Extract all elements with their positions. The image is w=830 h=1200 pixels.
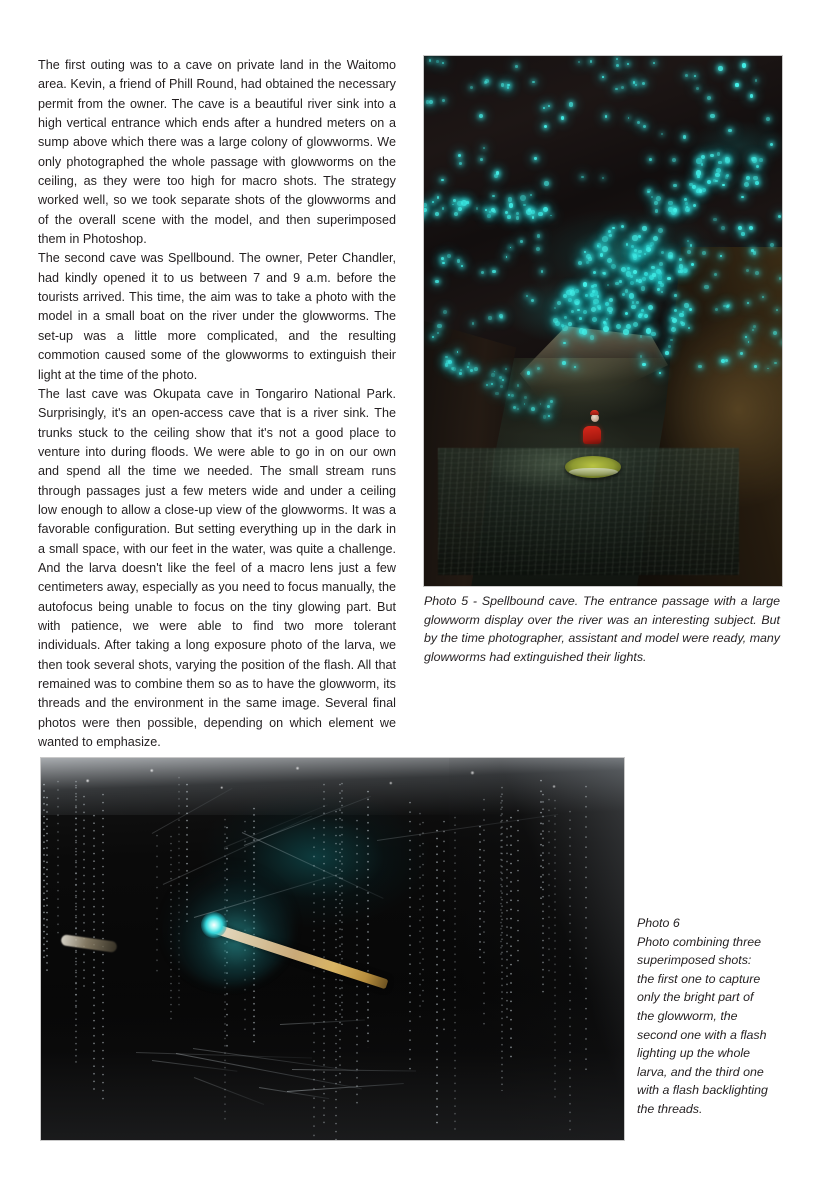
article-paragraph-1: The first outing was to a cave on private land in the Waitomo area. Kevin, a friend of Phill Round, had obtained the necessary permit from the owner. The cave is a beautiful river sink into a high vertical entrance which ends after a hundred meters on a sump above which there was a large colony of glowworms. We only photographed the whole passage with glowworms on the ceiling, as they were too high for macro shots. The strategy worked well, so we took separate shots of the glowworms and of the overall scene with the model, and then superimposed them in Photoshop.	[38, 58, 396, 247]
article-text-column	[38, 56, 396, 752]
article-paragraph-3: The last cave was Okupata cave in Tongariro National Park. Surprisingly, it's an open-access cave that is a river sink. The trunks stuck to the ceiling show that it's not a good place to venture into during floods. We were able to go in on our own and spend all the time we needed. The small stream runs through passages just a few meters wide and under a ceiling low enough to allow a close-up view of the glowworms. It was a favorable configuration. But setting everything up in the dark in a small space, with our feet in the water, was quite a challenge. And the larva doesn't like the feel of a macro lens just a few centimeters away, especially as you need to focus manually, the autofocus being unable to focus on the tiny glowing part. But with patience, we were able to find two more tolerant individuals. After taking a long exposure photo of the larva, we then took several shots, varying the position of the flash. All that remained was to combine them so as to have the glowworm, its threads and the environment in the same image. Several final photos were then possible, depending on which element we wanted to emphasize.	[38, 386, 396, 750]
model-red-jacket	[583, 426, 601, 444]
photo-5-figure	[423, 55, 783, 587]
photo-6-caption-title: Photo 6	[637, 916, 680, 930]
cave-floor-sheen	[41, 980, 624, 1140]
photo-5-image	[423, 55, 783, 587]
photo-6-figure	[40, 757, 625, 1141]
article-paragraph-2: The second cave was Spellbound. The owner, Peter Chandler, had kindly opened it to us between 7 and 9 a.m. before the tourists arrived. This time, the aim was to take a photo with the model in a small boat on the river under the glowworms. The set-up was a little more complicated, and the resulting commotion caused some of the glowworms to extinguish their light at the time of the photo.	[38, 251, 396, 382]
photo-6-caption	[637, 914, 769, 1119]
glowworm-bright-tail	[201, 912, 227, 938]
glowworm-glow-halo	[163, 865, 293, 985]
model-helmet	[590, 410, 599, 415]
photo-5-caption: Photo 5 - Spellbound cave. The entrance passage with a large glowworm display over the river was an interesting subject. But by the time photographer, assistant and model were ready, many glowworms had extinguished their lights.	[424, 594, 780, 664]
glowworm-dot	[782, 341, 783, 344]
photo-6-image	[40, 757, 625, 1141]
photo-6-caption-body: Photo combining three superimposed shots: the first one to capture only the bright part of the glowworm, the second one with a flash lighting up the whole larva, and the third one with a flash backlighting the threads.	[637, 934, 768, 1116]
